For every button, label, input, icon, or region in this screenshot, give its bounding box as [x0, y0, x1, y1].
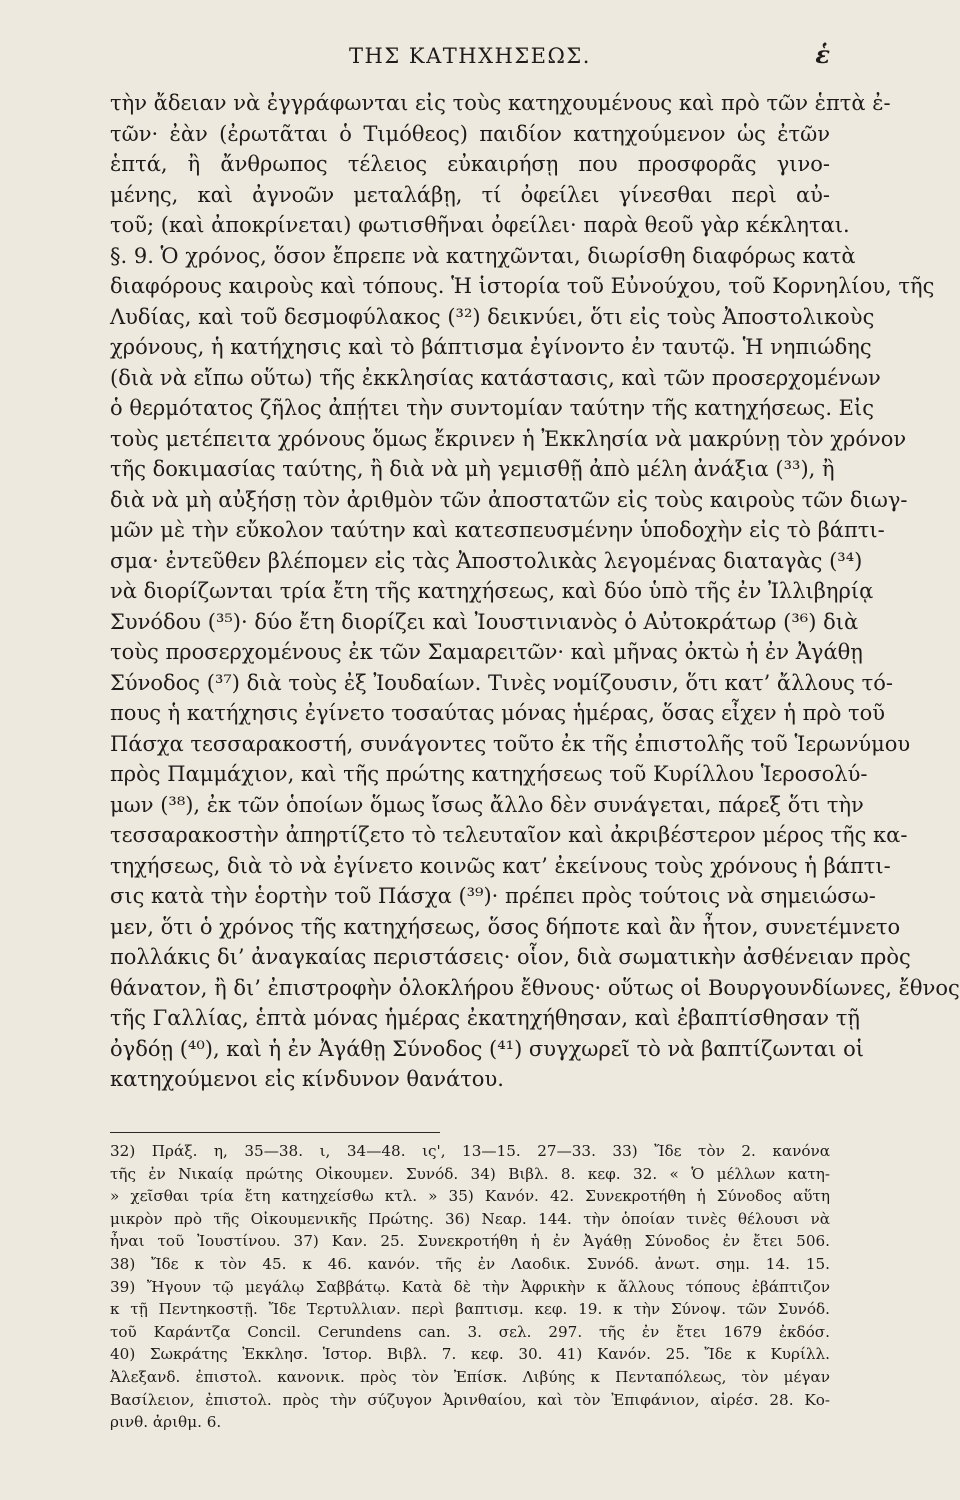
footnote-line: τοῦ Καράντζα Concil. Cerundens can. 3. σελ. 297. τῆς ἐν ἔτει 1679 ἐκδόσ.: [110, 1322, 830, 1341]
text-line: μένης, καὶ ἀγνοῶν μεταλάβῃ, τί ὀφείλει γίνεσθαι περὶ αὐ-: [110, 182, 830, 207]
text-line: (διὰ νὰ εἴπω οὕτω) τῆς ἐκκλησίας κατάστασις, καὶ τῶν προσερχομένων: [110, 365, 881, 390]
text-line: μων (³⁸), ἐκ τῶν ὁποίων ὅμως ἴσως ἄλλο δὲν συνάγεται, πάρεξ ὅτι τὴν: [110, 792, 864, 817]
text-line: τηχήσεως, διὰ τὸ νὰ ἐγίνετο κοινῶς κατ’ ἐκείνους τοὺς χρόνους ἡ βάπτι-: [110, 853, 891, 878]
footnote-separator: [110, 1132, 440, 1133]
footnote-line: μικρὸν πρὸ τῆς Οἰκουμενικῆς Πρώτης. 36) Νεαρ. 144. τὴν ὁποίαν τινὲς θέλουσι νὰ: [110, 1209, 830, 1228]
text-line: §. 9. Ὁ χρόνος, ὅσον ἔπρεπε νὰ κατηχῶνται, διωρίσθη διαφόρως κατὰ: [110, 243, 856, 268]
text-line: μεν, ὅτι ὁ χρόνος τῆς κατηχήσεως, ὅσος δήποτε καὶ ἂν ἦτον, συνετέμνετο: [110, 914, 901, 939]
text-line: χρόνους, ἡ κατήχησις καὶ τὸ βάπτισμα ἐγίνοντο ἐν ταυτῷ. Ἡ νηπιώδης: [110, 335, 872, 359]
text-line: τοῦ; (καὶ ἀποκρίνεται) φωτισθῆναι ὀφείλει· παρὰ θεοῦ γὰρ κέκληται.: [110, 213, 850, 237]
text-line: τεσσαρακοστὴν ἀπηρτίζετο τὸ τελευταῖον καὶ ἀκριβέστερον μέρος τῆς κα-: [110, 823, 908, 847]
footnote-line: 40) Σωκράτης Ἐκκλησ. Ἱστορ. Βιβλ. 7. κεφ. 30. 41) Κανόν. 25. Ἴδε κ Κυρίλλ.: [110, 1345, 830, 1364]
text-line: τῶν· ἐὰν (ἐρωτᾶται ὁ Τιμόθεος) παιδίον κατηχούμενον ὡς ἐτῶν: [110, 121, 830, 146]
footnote-line: 32) Πράξ. η, 35—38. ι, 34—48. ις', 13—15. 27—33. 33) Ἴδε τὸν 2. κανόνα: [110, 1142, 830, 1160]
text-line: ὁ θερμότατος ζῆλος ἀπῄτει τὴν συντομίαν ταύτην τῆς κατηχήσεως. Εἰς: [110, 396, 874, 420]
page-number: ἑ: [815, 40, 830, 69]
text-line: ὀγδόῃ (⁴⁰), καὶ ἡ ἐν Ἀγάθῃ Σύνοδος (⁴¹) συγχωρεῖ τὸ νὰ βαπτίζωνται οἱ: [110, 1036, 864, 1061]
text-line: τῆς Γαλλίας, ἑπτὰ μόνας ἡμέρας ἐκατηχήθησαν, καὶ ἐβαπτίσθησαν τῇ: [110, 1006, 860, 1030]
footnote-line: ρινθ. ἀριθμ. 6.: [110, 1413, 222, 1432]
running-header: [110, 36, 830, 76]
text-line: νὰ διορίζωνται τρία ἔτη τῆς κατηχήσεως, καὶ δύο ὑπὸ τῆς ἐν Ἰλλιβηρίᾳ: [110, 579, 874, 603]
text-line: τοὺς μετέπειτα χρόνους ὅμως ἔκρινεν ἡ Ἐκκλησία νὰ μακρύνῃ τὸν χρόνον: [110, 426, 907, 451]
footnote-line: τῆς ἐν Νικαίᾳ πρώτης Οἰκουμεν. Συνόδ. 34) Βιβλ. 8. κεφ. 32. « Ὁ μέλλων κατη-: [110, 1164, 830, 1183]
text-line: πολλάκις δι’ ἀναγκαίας περιστάσεις· οἷον, διὰ σωματικὴν ἀσθένειαν πρὸς: [110, 945, 911, 969]
text-line: κατηχούμενοι εἰς κίνδυνον θανάτου.: [110, 1067, 504, 1091]
text-line: τῆς δοκιμασίας ταύτης, ἢ διὰ νὰ μὴ γεμισθῇ ἀπὸ μέλη ἀνάξια (³³), ἢ: [110, 457, 835, 481]
text-line: πους ἡ κατήχησις ἐγίνετο τοσαύτας μόνας ἡμέρας, ὅσας εἶχεν ἡ πρὸ τοῦ: [110, 701, 886, 725]
footnote-line: ἦναι τοῦ Ἰουστίνου. 37) Καν. 25. Συνεκροτήθη ἡ ἐν Ἀγάθῃ Σύνοδος ἐν ἔτει 506.: [110, 1232, 830, 1251]
text-line: πρὸς Παμμάχιον, καὶ τῆς πρώτης κατηχήσεως τοῦ Κυρίλλου Ἱεροσολύ-: [110, 762, 868, 786]
footnote-line: » χεῖσθαι τρία ἔτη κατηχείσθω κτλ. » 35) Κανόν. 42. Συνεκροτήθη ἡ Σύνοδος αὕτη: [110, 1187, 830, 1206]
footnote-line: 38) Ἴδε κ τὸν 45. κ 46. κανόν. τῆς ἐν Λαοδικ. Συνόδ. ἀνωτ. σημ. 14. 15.: [110, 1254, 830, 1273]
text-line: σις κατὰ τὴν ἑορτὴν τοῦ Πάσχα (³⁹)· πρέπει πρὸς τούτοις νὰ σημειώσω-: [110, 884, 876, 908]
text-line: Συνόδου (³⁵)· δύο ἔτη διορίζει καὶ Ἰουστινιανὸς ὁ Αὐτοκράτωρ (³⁶) διὰ: [110, 609, 859, 634]
footnote-line: 39) Ἤγουν τῷ μεγάλῳ Σαββάτῳ. Κατὰ δὲ τὴν Ἀφρικὴν κ ἄλλους τόπους ἐβάπτιζον: [110, 1277, 830, 1296]
footnotes: [110, 1140, 830, 1434]
main-text: [110, 88, 960, 1095]
text-line: θάνατον, ἢ δι’ ἐπιστροφὴν ὁλοκλήρου ἔθνους· οὕτως οἱ Βουργουνδίωνες, ἔθνος: [110, 975, 960, 1000]
text-line: διὰ νὰ μὴ αὐξήσῃ τὸν ἀριθμὸν τῶν ἀποστατῶν εἰς τοὺς καιροὺς τῶν διωγ-: [110, 487, 908, 512]
footnote-line: Βασίλειον, ἐπιστολ. πρὸς τὴν σύζυγον Ἀρινθαίου, καὶ τὸν Ἐπιφάνιον, αἱρέσ. 28. Κο-: [110, 1390, 830, 1409]
footnote-line: κ τῇ Πεντηκοστῇ. Ἴδε Τερτυλλιαν. περὶ βαπτισμ. κεφ. 19. κ τὴν Σύνοψ. τῶν Συνόδ.: [110, 1300, 830, 1319]
running-title: ΤΗΣ ΚΑΤΗΧΗΣΕΩΣ.: [349, 44, 591, 68]
text-line: μῶν μὲ τὴν εὔκολον ταύτην καὶ κατεσπευσμένην ὑποδοχὴν εἰς τὸ βάπτι-: [110, 518, 885, 542]
text-line: διαφόρους καιροὺς καὶ τόπους. Ἡ ἱστορία τοῦ Εὐνούχου, τοῦ Κορνηλίου, τῆς: [110, 274, 935, 298]
text-line: Σύνοδος (³⁷) διὰ τοὺς ἐξ Ἰουδαίων. Τινὲς νομίζουσιν, ὅτι κατ’ ἄλλους τό-: [110, 670, 893, 695]
text-line: Πάσχα τεσσαρακοστή, συνάγοντες τοῦτο ἐκ τῆς ἐπιστολῆς τοῦ Ἱερωνύμου: [110, 731, 911, 756]
text-line: τὴν ἄδειαν νὰ ἐγγράφωνται εἰς τοὺς κατηχουμένους καὶ πρὸ τῶν ἑπτὰ ἐ-: [110, 91, 891, 115]
text-line: σμα· ἐντεῦθεν βλέπομεν εἰς τὰς Ἀποστολικὰς λεγομένας διαταγὰς (³⁴): [110, 548, 863, 573]
footnote-line: Ἀλεξανδ. ἐπιστολ. κανονικ. πρὸς τὸν Ἐπίσκ. Λιβύης κ Πενταπόλεως, τὸν μέγαν: [110, 1367, 830, 1386]
text-line: ἑπτά, ἢ ἄνθρωπος τέλειος εὐκαιρήσῃ που προσφορᾶς γινο-: [110, 152, 830, 176]
text-line: τοὺς προσερχομένους ἐκ τῶν Σαμαρειτῶν· καὶ μῆνας ὀκτὼ ἡ ἐν Ἀγάθῃ: [110, 640, 863, 664]
text-line: Λυδίας, καὶ τοῦ δεσμοφύλακος (³²) δεικνύει, ὅτι εἰς τοὺς Ἀποστολικοὺς: [110, 304, 875, 329]
